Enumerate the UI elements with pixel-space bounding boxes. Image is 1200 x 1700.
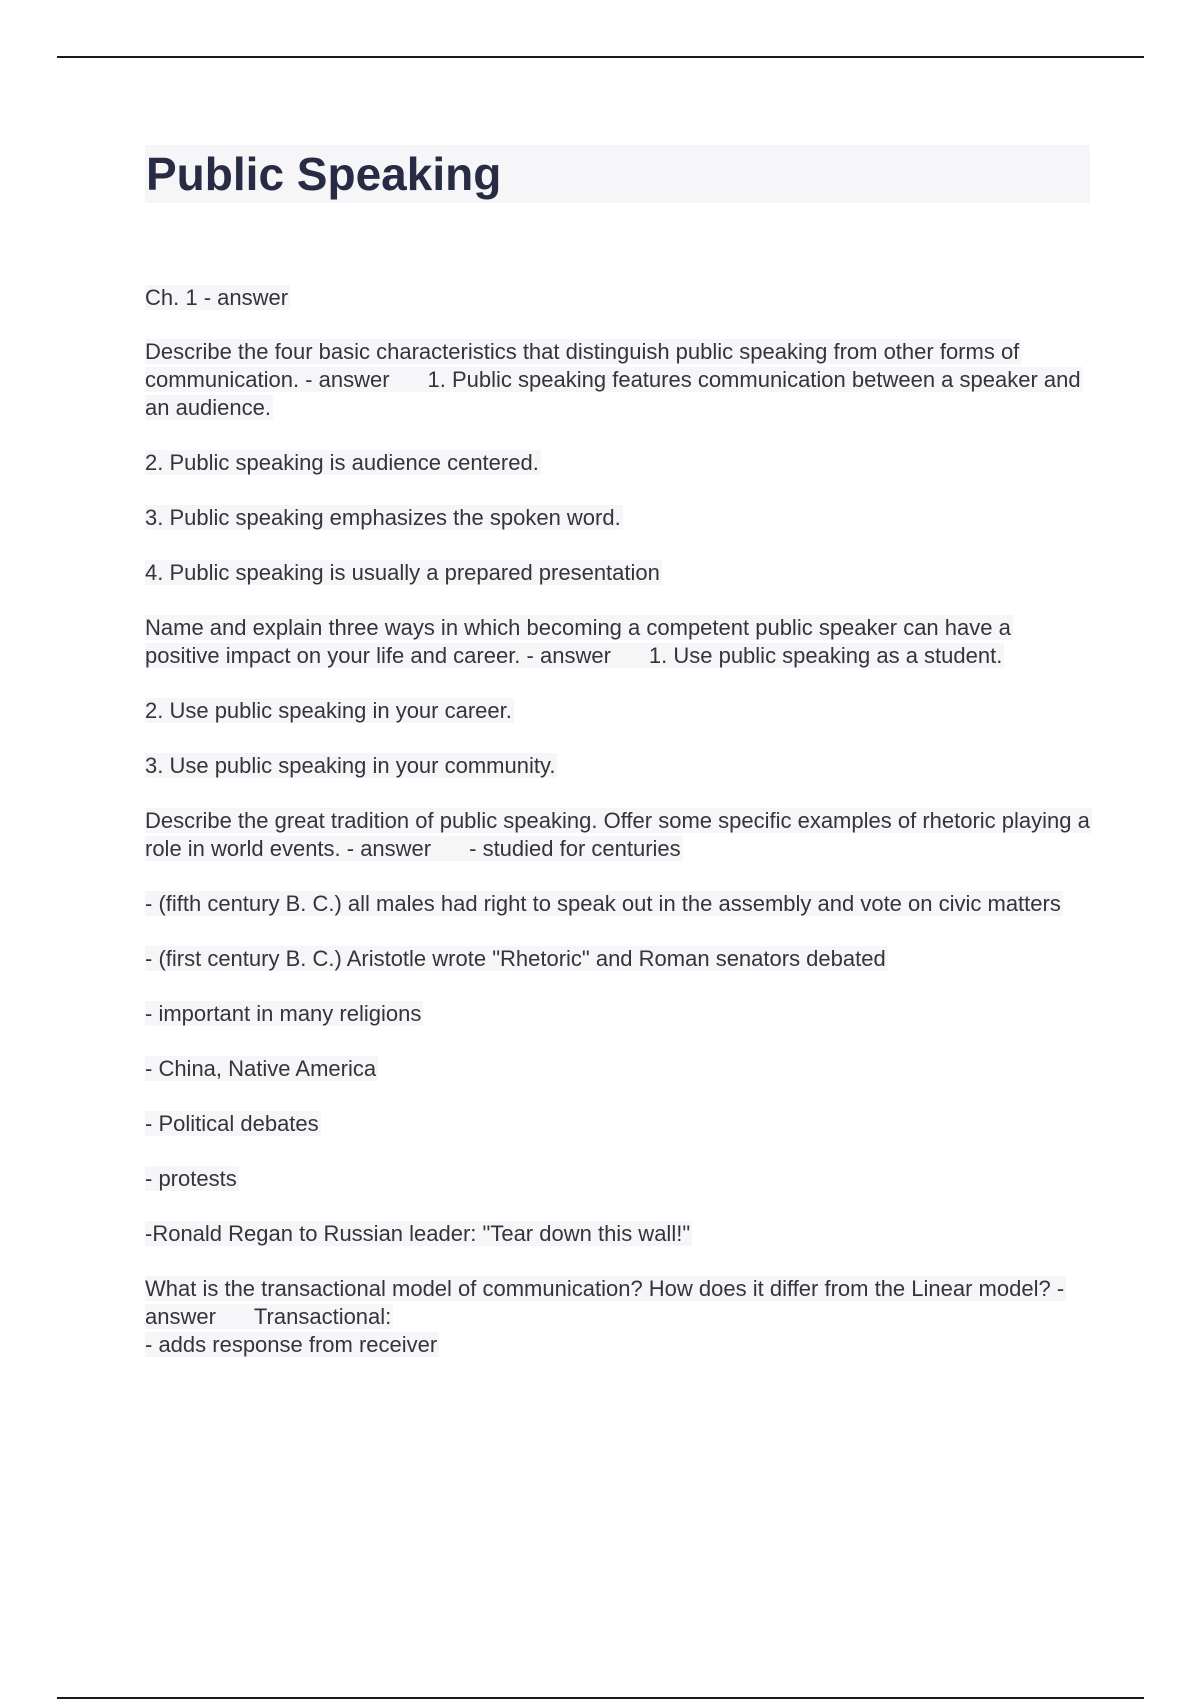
qa-item [145,338,1090,422]
qa-item [145,614,1090,670]
answer-line: - China, Native America [145,1056,377,1081]
answer-text: 1. Use public speaking as a student. [648,643,1003,668]
bottom-rule [57,1697,1144,1699]
answer-line: - Political debates [145,1111,319,1136]
answer-line: 2. Public speaking is audience centered. [145,450,539,475]
answer-line: - (fifth century B. C.) all males had right to speak out in the assembly and vote on civic matters [145,891,1061,916]
page-title: Public Speaking [146,148,502,200]
question-text: Describe the four basic characteristics that distinguish public speaking from other forms of communication. - answer [145,339,1020,392]
answer-line: 3. Public speaking emphasizes the spoken word. [145,505,621,530]
answer-line: - (first century B. C.) Aristotle wrote "Rhetoric" and Roman senators debated [145,946,886,971]
question-text: Name and explain three ways in which becoming a competent public speaker can have a positive impact on your life and career. - answer [145,615,1011,668]
answer-text: - studied for centuries [469,836,681,861]
question-text: What is the transactional model of communication? How does it differ from the Linear model? - answer [145,1276,1065,1329]
answer-text: 1. Public speaking features communication between a speaker and an audience. [145,367,1081,420]
chapter-heading: Ch. 1 - answer [145,285,289,310]
answer-line: - adds response from receiver [145,1332,438,1357]
answer-line: 2. Use public speaking in your career. [145,698,512,723]
question-text: Describe the great tradition of public speaking. Offer some specific examples of rhetoric playing a role in world events. - answer [145,808,1090,861]
answer-line: - protests [145,1166,237,1191]
top-rule [57,56,1144,58]
answer-line: 4. Public speaking is usually a prepared presentation [145,560,660,585]
answer-line: 3. Use public speaking in your community. [145,753,556,778]
answer-text: Transactional: [253,1304,392,1329]
document-body [145,284,1090,1359]
qa-item [145,1275,1090,1359]
qa-item [145,807,1090,863]
answer-line: - important in many religions [145,1001,422,1026]
answer-line: -Ronald Regan to Russian leader: "Tear down this wall!" [145,1221,691,1246]
